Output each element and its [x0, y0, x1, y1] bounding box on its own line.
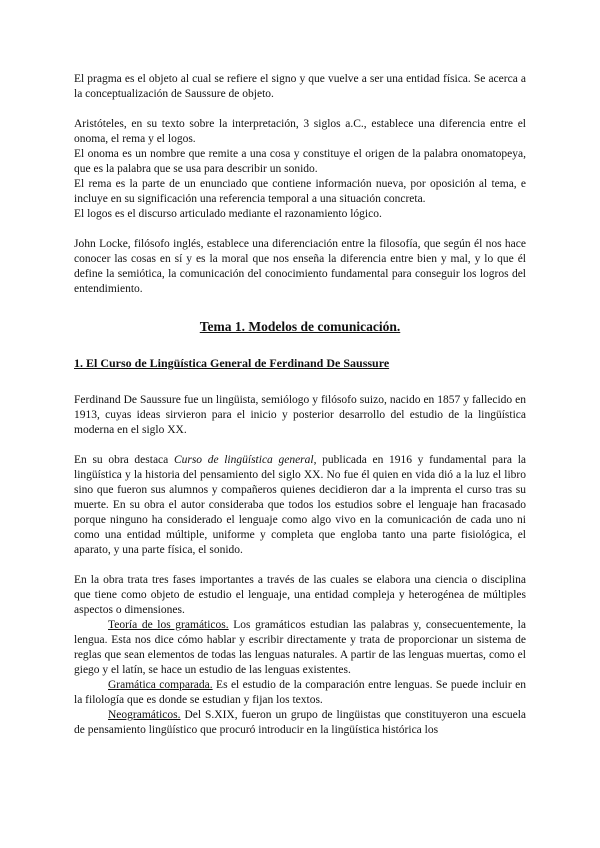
paragraph-curso-start: En su obra destaca [74, 454, 174, 466]
book-title: Curso de lingüística general [173, 454, 314, 466]
paragraph-locke: John Locke, filósofo inglés, establece una diferenciación entre la filosofía, que según él nos hace conocer las cosas en sí y es la moral que nos enseña la diferencia entre bien y mal, y lo que él define la semiótica, la comunicación del conocimiento fundamental para conseguir los logros del entendimiento. [74, 238, 526, 295]
paragraph-gramaticos [74, 618, 526, 678]
text-comparada: Es el estudio de la comparación entre lenguas. Se puede incluir en la filología que es donde se estudian y fijan los textos. [74, 679, 526, 706]
paragraph-comparada [74, 678, 526, 708]
section-title: Tema 1. Modelos de comunicación. [199, 319, 401, 334]
paragraph-aristoteles: Aristóteles, en su texto sobre la interpretación, 3 siglos a.C., establece una diferencia entre el onoma, el rema y el logos. [74, 118, 526, 145]
paragraph-fases: En la obra trata tres fases importantes a través de las cuales se elabora una ciencia o disciplina que tiene como objeto de estudio el lenguaje, una entidad compleja y heterogénea de múltiples aspectos o dimensiones. [74, 574, 526, 616]
paragraph-logos: El logos es el discurso articulado mediante el razonamiento lógico. [74, 208, 382, 220]
paragraph-saussure-bio: Ferdinand De Saussure fue un lingüista, semiólogo y filósofo suizo, nacido en 1857 y fallecido en 1913, cuyas ideas sirvieron para el inicio y posterior desarrollo del estudio de la lingüística moderna en el siglo XX. [74, 394, 526, 436]
label-gramaticos: Teoría de los gramáticos. [108, 619, 229, 631]
paragraph-rema: El rema es la parte de un enunciado que contiene información nueva, por oposición al tema, e incluye en su significación una referencia temporal a una situación concreta. [74, 178, 526, 205]
paragraph-onoma: El onoma es un nombre que remite a una cosa y constituye el origen de la palabra onomatopeya, que es la palabra que se usa para describir un sonido. [74, 148, 526, 175]
document-body [74, 72, 526, 738]
paragraph-curso [74, 453, 526, 558]
text-neogramaticos: Del S.XIX, fueron un grupo de lingüistas que constituyeron una escuela de pensamiento lingüístico que procuró introducir en la lingüística histórica los [74, 709, 526, 736]
text-gramaticos: Los gramáticos estudian las palabras y, consecuentemente, la lengua. Esta nos dice cómo hablar y escribir directamente y trata de proporcionar un sistema de reglas que sean elementos de todas las lenguas naturales. A partir de las lenguas muertas, como el giego y el latín, se hace un estudio de las lenguas existentes. [74, 619, 526, 676]
label-neogramaticos: Neogramáticos. [108, 709, 181, 721]
paragraph-pragma: El pragma es el objeto al cual se refiere el signo y que vuelve a ser una entidad física. Se acerca a la conceptualización de Saussure de objeto. [74, 73, 526, 100]
paragraph-curso-rest: , publicada en 1916 y fundamental para la lingüística y la historia del pensamiento del siglo XX. No fue él quien en vida dió a la luz el libro sino que fueron sus alumnos y compañeros quienes decidieron dar a la imprenta el curso tras su muerte. En su obra el autor consideraba que todos los estudios sobre el lenguaje han fracasado porque ninguno ha considerado el lenguaje como algo vivo en la comunicación de cada uno ni como una entidad múltiple, uniforme y completa que engloba tanto una parte fisiológica, el aparato, y una parte física, el sonido. [74, 454, 526, 556]
label-comparada: Gramática comparada. [108, 679, 213, 691]
subsection-title: 1. El Curso de Lingüística General de Ferdinand De Saussure [74, 356, 390, 370]
paragraph-neogramaticos [74, 708, 526, 738]
